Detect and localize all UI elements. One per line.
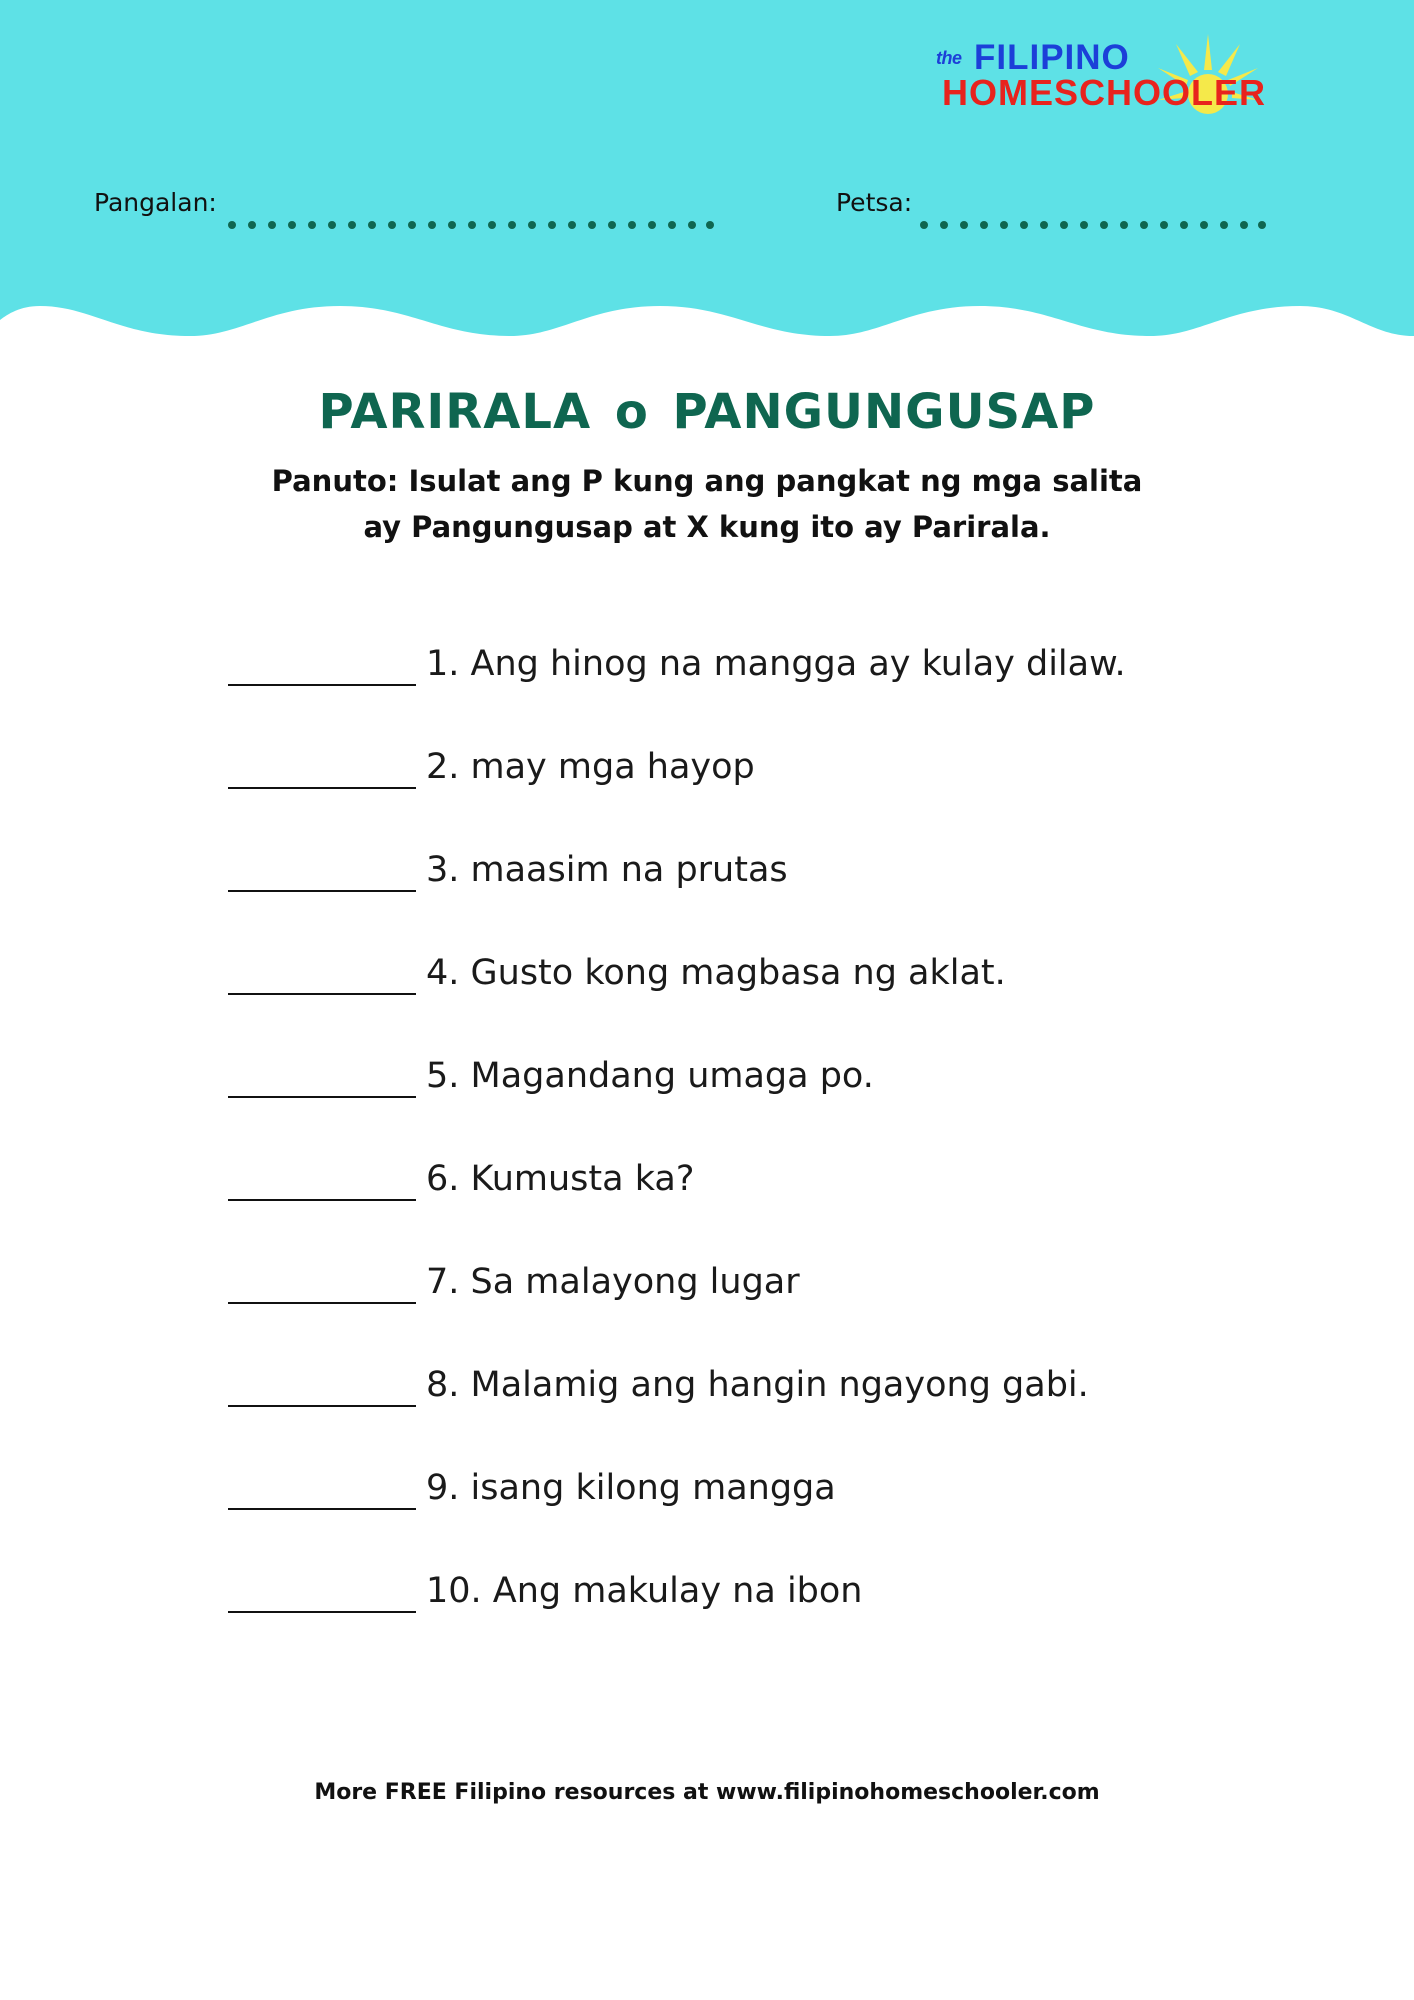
answer-blank[interactable] bbox=[228, 1262, 416, 1304]
item-text: 3. maasim na prutas bbox=[426, 850, 788, 890]
list-item bbox=[228, 953, 1328, 1056]
date-label: Petsa: bbox=[836, 188, 913, 217]
date-field[interactable] bbox=[918, 218, 1268, 232]
list-item bbox=[228, 1468, 1328, 1571]
answer-blank[interactable] bbox=[228, 1571, 416, 1613]
item-text: 9. isang kilong mangga bbox=[426, 1468, 836, 1508]
name-field[interactable] bbox=[226, 218, 716, 232]
answer-blank[interactable] bbox=[228, 644, 416, 686]
worksheet-title: PARIRALA o PANGUNGUSAP bbox=[318, 384, 1096, 440]
answer-blank[interactable] bbox=[228, 953, 416, 995]
answer-blank[interactable] bbox=[228, 747, 416, 789]
brand-logo bbox=[936, 40, 1276, 116]
list-item bbox=[228, 1056, 1328, 1159]
answer-blank[interactable] bbox=[228, 1159, 416, 1201]
list-item bbox=[228, 1262, 1328, 1365]
item-list bbox=[228, 644, 1328, 1674]
instructions-line-1: Panuto: Isulat ang P kung ang pangkat ng mga salita bbox=[271, 464, 1143, 498]
item-text: 1. Ang hinog na mangga ay kulay dilaw. bbox=[426, 644, 1126, 684]
list-item bbox=[228, 1159, 1328, 1262]
answer-blank[interactable] bbox=[228, 850, 416, 892]
list-item bbox=[228, 850, 1328, 953]
item-text: 7. Sa malayong lugar bbox=[426, 1262, 800, 1302]
instructions-line-2: ay Pangungusap at X kung ito ay Parirala. bbox=[363, 510, 1051, 544]
answer-blank[interactable] bbox=[228, 1056, 416, 1098]
list-item bbox=[228, 644, 1328, 747]
item-text: 10. Ang makulay na ibon bbox=[426, 1571, 863, 1611]
item-text: 2. may mga hayop bbox=[426, 747, 755, 787]
item-text: 8. Malamig ang hangin ngayong gabi. bbox=[426, 1365, 1089, 1405]
name-label: Pangalan: bbox=[94, 188, 217, 217]
item-text: 6. Kumusta ka? bbox=[426, 1159, 695, 1199]
list-item bbox=[228, 1365, 1328, 1468]
answer-blank[interactable] bbox=[228, 1365, 416, 1407]
item-text: 5. Magandang umaga po. bbox=[426, 1056, 874, 1096]
list-item bbox=[228, 747, 1328, 850]
logo-homeschooler-text: HOMESCHOOLER bbox=[942, 72, 1267, 113]
answer-blank[interactable] bbox=[228, 1468, 416, 1510]
footer-resources-link[interactable]: More FREE Filipino resources at www.filipinohomeschooler.com bbox=[314, 1780, 1100, 1805]
item-text: 4. Gusto kong magbasa ng aklat. bbox=[426, 953, 1006, 993]
logo-small-text: the bbox=[936, 48, 962, 68]
list-item bbox=[228, 1571, 1328, 1674]
logo-filipino-text: FILIPINO bbox=[974, 38, 1130, 77]
